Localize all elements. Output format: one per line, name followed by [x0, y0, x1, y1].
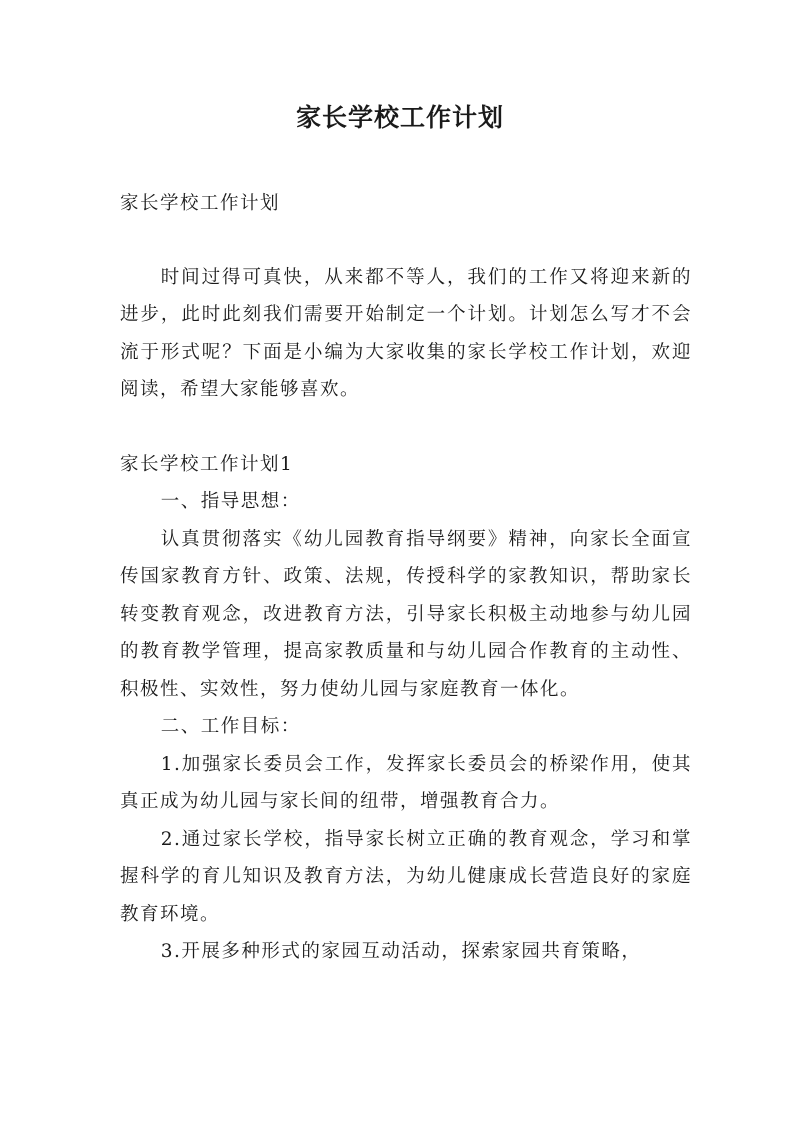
intro-paragraph: 时间过得可真快，从来都不等人，我们的工作又将迎来新的进步，此时此刻我们需要开始制定一个计划。计划怎么写才不会流于形式呢？下面是小编为大家收集的家长学校工作计划，欢迎阅读，希望大家能够喜欢。	[120, 266, 692, 400]
document-title: 家长学校工作计划	[295, 103, 504, 132]
heading-guiding-ideology: 一、指导思想：	[160, 491, 301, 512]
goal-item-2: 2.通过家长学校，指导家长树立正确的教育观念，学习和掌握科学的育儿知识及教育方法，为幼儿健康成长营造良好的家庭教育环境。	[120, 828, 692, 925]
document-subtitle: 家长学校工作计划	[120, 193, 281, 214]
goal-item-1: 1.加强家长委员会工作，发挥家长委员会的桥梁作用，使其真正成为幼儿园与家长间的纽带，增强教育合力。	[120, 753, 692, 812]
goal-item-3: 3.开展多种形式的家园互动活动，探索家园共育策略，	[160, 941, 642, 962]
heading-work-goals: 二、工作目标：	[160, 716, 301, 737]
guiding-ideology-paragraph: 认真贯彻落实《幼儿园教育指导纲要》精神，向家长全面宣传国家教育方针、政策、法规，传授科学的家教知识，帮助家长转变教育观念，改进教育方法，引导家长积极主动地参与幼儿园的教育教学管理，提高家教质量和与幼儿园合作教育的主动性、积极性、实效性，努力使幼儿园与家庭教育一体化。	[120, 528, 692, 700]
section-heading: 家长学校工作计划1	[120, 453, 294, 475]
document-body	[120, 185, 692, 971]
